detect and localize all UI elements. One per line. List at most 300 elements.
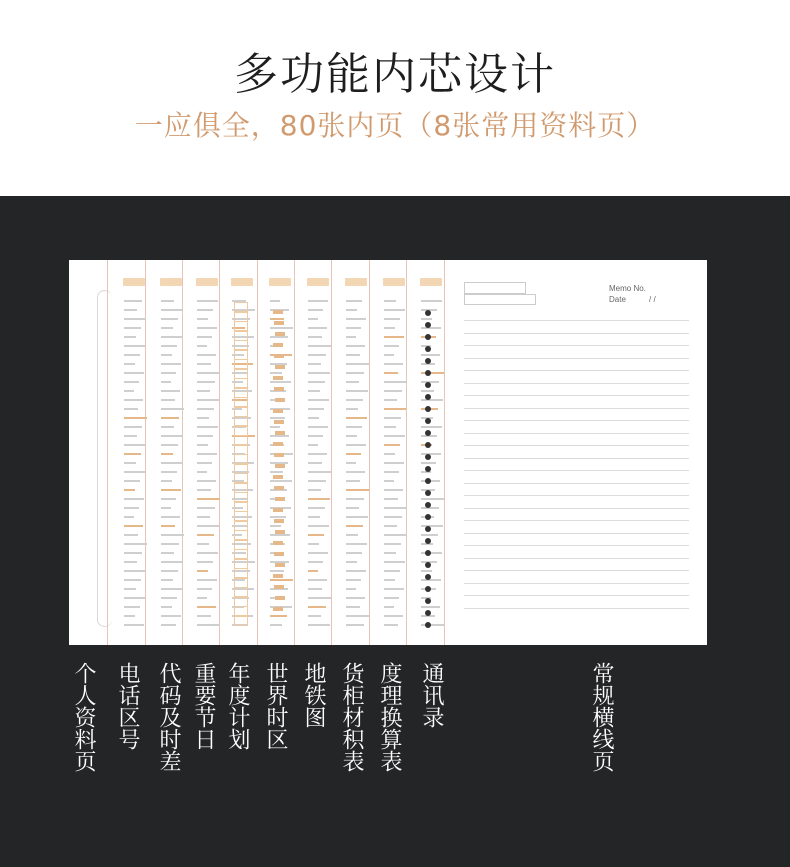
contact-icon	[425, 382, 431, 388]
text-line	[124, 588, 136, 590]
text-line	[124, 543, 147, 545]
text-line	[197, 552, 218, 554]
text-line	[124, 318, 146, 320]
page-title: 多功能内芯设计	[234, 49, 556, 100]
text-line	[270, 381, 291, 383]
text-line	[308, 525, 329, 527]
grid-cell	[234, 397, 248, 407]
text-line	[197, 309, 213, 311]
header	[0, 0, 790, 196]
text-line	[308, 624, 330, 626]
text-line	[346, 543, 367, 545]
text-line	[308, 543, 319, 545]
timezone-mark	[274, 420, 284, 424]
ruled-line	[464, 570, 689, 571]
contact-icon	[425, 538, 431, 544]
contact-icon	[425, 514, 431, 520]
timezone-mark	[275, 365, 285, 369]
contact-icon	[425, 490, 431, 496]
grid-cell	[234, 492, 248, 502]
text-line	[161, 318, 178, 320]
text-line	[346, 588, 356, 590]
text-line	[161, 480, 172, 482]
timezone-mark	[273, 508, 283, 512]
text-line	[197, 318, 208, 320]
contact-icon	[425, 310, 431, 316]
binding-ring	[97, 290, 112, 627]
text-line	[346, 462, 356, 464]
label-holidays: 重要节日	[191, 662, 216, 750]
text-line	[161, 336, 182, 338]
text-line	[124, 354, 140, 356]
timezone-mark	[275, 332, 285, 336]
ruled-line	[464, 408, 689, 409]
text-line	[384, 444, 400, 446]
text-line	[308, 498, 330, 500]
text-line	[197, 336, 212, 338]
timezone-mark	[274, 321, 284, 325]
text-line	[124, 525, 143, 527]
text-line	[421, 507, 439, 509]
timezone-mark	[274, 453, 284, 457]
text-line	[124, 570, 146, 572]
contact-icon	[425, 586, 431, 592]
text-line	[384, 354, 394, 356]
text-line	[384, 381, 407, 383]
text-line	[346, 480, 360, 482]
page-edge	[182, 260, 183, 645]
text-line	[346, 453, 361, 455]
text-line	[124, 336, 136, 338]
text-line	[124, 471, 145, 473]
text-line	[384, 516, 402, 518]
text-line	[270, 570, 284, 572]
text-line	[384, 390, 402, 392]
text-line	[346, 390, 368, 392]
text-line	[384, 597, 399, 599]
text-line	[308, 345, 331, 347]
ruled-line	[464, 533, 689, 534]
text-line	[346, 561, 357, 563]
grid-cell	[234, 321, 248, 331]
grid-cell	[234, 549, 248, 559]
text-line	[308, 417, 319, 419]
text-line	[308, 444, 318, 446]
text-line	[384, 408, 406, 410]
timezone-mark	[273, 310, 283, 314]
text-line	[161, 597, 177, 599]
text-line	[346, 570, 366, 572]
text-line	[124, 498, 144, 500]
text-line	[124, 408, 138, 410]
text-line	[124, 615, 135, 617]
text-line	[308, 534, 324, 536]
text-line	[197, 579, 217, 581]
text-line	[308, 453, 327, 455]
text-line	[124, 363, 135, 365]
label-address-book: 通讯录	[419, 662, 444, 728]
text-line	[421, 534, 438, 536]
grid-cell	[234, 473, 248, 483]
grid-cell	[234, 426, 248, 436]
label-subway-map: 地铁图	[301, 662, 326, 728]
text-line	[161, 363, 181, 365]
text-line	[384, 507, 407, 509]
text-line	[161, 390, 180, 392]
text-line	[346, 345, 365, 347]
text-line	[308, 606, 326, 608]
text-line	[346, 381, 359, 383]
grid-cell	[234, 616, 248, 626]
page-edge	[257, 260, 258, 645]
text-line	[308, 336, 322, 338]
grid-cell	[234, 378, 248, 388]
text-line	[270, 534, 290, 536]
timezone-mark	[273, 574, 283, 578]
text-line	[270, 372, 282, 374]
grid-cell	[234, 464, 248, 474]
text-line	[384, 480, 394, 482]
text-line	[346, 471, 365, 473]
text-line	[346, 372, 364, 374]
text-line	[161, 516, 180, 518]
text-line	[384, 579, 395, 581]
text-line	[384, 588, 404, 590]
timezone-mark	[274, 486, 284, 490]
text-line	[270, 480, 292, 482]
text-line	[308, 579, 327, 581]
timezone-mark	[273, 475, 283, 479]
text-line	[161, 399, 175, 401]
contact-icon	[425, 418, 431, 424]
text-line	[197, 417, 209, 419]
text-line	[308, 471, 331, 473]
text-line	[124, 300, 142, 302]
text-line	[161, 579, 173, 581]
text-line	[384, 309, 405, 311]
timezone-mark	[275, 497, 285, 501]
page-edge	[294, 260, 295, 645]
contact-icon	[425, 430, 431, 436]
text-line	[346, 489, 369, 491]
grid-cell	[234, 559, 248, 569]
text-line	[197, 399, 219, 401]
page-header-strip	[307, 278, 329, 286]
text-line	[161, 534, 184, 536]
page-edge	[369, 260, 370, 645]
text-line	[346, 435, 357, 437]
text-line	[161, 309, 183, 311]
text-line	[197, 561, 213, 563]
text-line	[197, 507, 215, 509]
text-line	[421, 525, 443, 527]
text-line	[346, 444, 366, 446]
text-line	[197, 435, 213, 437]
text-line	[197, 327, 217, 329]
contact-icon	[425, 622, 431, 628]
text-line	[308, 435, 323, 437]
grid-cell	[234, 388, 248, 398]
contact-icon	[425, 358, 431, 364]
text-line	[197, 516, 210, 518]
ruled-line	[464, 420, 689, 421]
text-line	[124, 489, 135, 491]
text-line	[308, 390, 320, 392]
timezone-mark	[274, 552, 284, 556]
text-line	[124, 552, 142, 554]
text-line	[308, 372, 330, 374]
text-line	[197, 615, 211, 617]
text-line	[124, 345, 145, 347]
page-edge	[444, 260, 445, 645]
text-line	[384, 471, 399, 473]
text-line	[124, 327, 141, 329]
ruled-line	[464, 470, 689, 471]
text-line	[384, 462, 404, 464]
text-line	[346, 300, 362, 302]
timezone-mark	[273, 442, 283, 446]
text-line	[346, 336, 356, 338]
label-area-codes: 电话区号	[115, 662, 140, 750]
text-line	[161, 417, 179, 419]
text-line	[161, 435, 183, 437]
contact-icon	[425, 526, 431, 532]
text-line	[161, 624, 176, 626]
text-line	[161, 606, 172, 608]
text-line	[124, 372, 144, 374]
text-line	[421, 570, 432, 572]
text-line	[421, 606, 440, 608]
ruled-line	[464, 458, 689, 459]
text-line	[308, 408, 324, 410]
text-line	[124, 399, 143, 401]
text-line	[270, 426, 280, 428]
ruled-line	[464, 320, 689, 321]
text-line	[384, 525, 397, 527]
ruled-line	[464, 608, 689, 609]
text-line	[308, 597, 331, 599]
text-line	[124, 507, 139, 509]
text-line	[161, 381, 171, 383]
grid-cell	[234, 454, 248, 464]
text-line	[161, 345, 177, 347]
text-line	[421, 453, 441, 455]
text-line	[124, 579, 141, 581]
text-line	[421, 300, 442, 302]
text-line	[421, 399, 443, 401]
text-line	[161, 462, 182, 464]
text-line	[270, 624, 282, 626]
grid-cell	[234, 540, 248, 550]
text-line	[124, 390, 134, 392]
text-line	[197, 588, 212, 590]
text-line	[161, 453, 173, 455]
text-line	[124, 309, 137, 311]
text-line	[346, 327, 361, 329]
timezone-mark	[273, 343, 283, 347]
ruled-line	[464, 333, 689, 334]
label-year-plan: 年度计划	[225, 662, 250, 750]
text-line	[308, 561, 323, 563]
text-line	[346, 615, 369, 617]
grid-cell	[234, 407, 248, 417]
text-line	[308, 480, 326, 482]
contact-icon	[425, 394, 431, 400]
timezone-mark	[275, 398, 285, 402]
text-line	[197, 525, 219, 527]
ruled-line	[464, 445, 689, 446]
ruled-line	[464, 508, 689, 509]
ruled-line	[464, 433, 689, 434]
text-line	[346, 408, 358, 410]
ruled-line	[464, 483, 689, 484]
text-line	[346, 498, 364, 500]
label-time-difference: 代码及时差	[156, 662, 181, 772]
text-line	[197, 363, 211, 365]
text-line	[161, 552, 174, 554]
grid-cell	[234, 416, 248, 426]
text-line	[384, 363, 403, 365]
ruled-line	[464, 545, 689, 546]
text-line	[346, 399, 363, 401]
text-line	[346, 507, 359, 509]
text-line	[124, 597, 145, 599]
contact-icon	[425, 610, 431, 616]
text-line	[346, 525, 363, 527]
text-line	[197, 300, 218, 302]
text-line	[308, 426, 328, 428]
text-line	[161, 444, 178, 446]
text-line	[124, 624, 144, 626]
contact-icon	[425, 442, 431, 448]
text-line	[197, 471, 207, 473]
page-edge	[406, 260, 407, 645]
text-line	[308, 552, 328, 554]
text-line	[124, 606, 140, 608]
label-world-time: 世界时区	[263, 662, 288, 750]
label-unit-conversion: 度理换算表	[377, 662, 402, 772]
text-line	[308, 615, 321, 617]
text-line	[346, 606, 360, 608]
text-line	[308, 327, 327, 329]
contact-icon	[425, 370, 431, 376]
ruled-line	[464, 495, 689, 496]
text-line	[270, 579, 293, 581]
timezone-mark	[275, 431, 285, 435]
ruled-line	[464, 583, 689, 584]
text-line	[384, 570, 400, 572]
ruled-line	[464, 595, 689, 596]
ruled-line	[464, 383, 689, 384]
text-line	[161, 561, 183, 563]
ruled-line	[464, 345, 689, 346]
text-line	[124, 444, 146, 446]
text-line	[346, 417, 367, 419]
grid-cell	[234, 369, 248, 379]
text-line	[384, 624, 398, 626]
text-line	[161, 507, 171, 509]
text-line	[161, 498, 176, 500]
text-line	[308, 354, 326, 356]
text-line	[161, 570, 178, 572]
contact-icon	[425, 502, 431, 508]
contact-icon	[425, 334, 431, 340]
text-line	[308, 381, 325, 383]
text-line	[197, 498, 220, 500]
contact-icon	[425, 454, 431, 460]
contact-icon	[425, 466, 431, 472]
text-line	[124, 381, 139, 383]
contact-icon	[425, 406, 431, 412]
text-line	[161, 543, 179, 545]
text-line	[384, 300, 396, 302]
text-line	[270, 471, 283, 473]
text-line	[384, 561, 405, 563]
text-line	[270, 525, 281, 527]
text-line	[270, 327, 293, 329]
timezone-mark	[275, 464, 285, 468]
grid-cell	[234, 483, 248, 493]
grid-cell	[234, 340, 248, 350]
page-header-strip	[383, 278, 405, 286]
page-header-strip	[269, 278, 291, 286]
text-line	[197, 597, 207, 599]
page-header-strip	[196, 278, 218, 286]
text-line	[384, 435, 405, 437]
text-line	[384, 417, 401, 419]
weekday-boxes	[464, 294, 536, 305]
text-line	[384, 399, 397, 401]
text-line	[124, 561, 137, 563]
text-line	[270, 435, 289, 437]
page-header-strip	[231, 278, 253, 286]
label-ruled-pages: 常规横线页	[589, 662, 614, 772]
text-line	[270, 516, 286, 518]
contact-icon	[425, 562, 431, 568]
timezone-mark	[273, 541, 283, 545]
contact-icon	[425, 478, 431, 484]
ruled-line	[464, 395, 689, 396]
text-line	[161, 615, 181, 617]
text-line	[384, 327, 395, 329]
page-edge	[107, 260, 108, 645]
text-line	[197, 489, 211, 491]
page-edge	[331, 260, 332, 645]
text-line	[308, 363, 321, 365]
notebook-pages-preview	[69, 260, 707, 645]
grid-cell	[234, 511, 248, 521]
grid-cell	[234, 597, 248, 607]
text-line	[384, 426, 396, 428]
text-line	[384, 318, 400, 320]
text-line	[346, 552, 362, 554]
text-line	[270, 336, 288, 338]
text-line	[308, 507, 325, 509]
grid-cell	[234, 302, 248, 312]
text-line	[197, 444, 208, 446]
grid-cell	[234, 359, 248, 369]
timezone-mark	[273, 409, 283, 413]
text-line	[346, 318, 366, 320]
text-line	[346, 426, 362, 428]
text-line	[421, 354, 440, 356]
text-line	[346, 516, 368, 518]
timezone-mark	[274, 585, 284, 589]
text-line	[384, 489, 403, 491]
text-line	[124, 417, 147, 419]
label-container-table: 货柜材积表	[339, 662, 364, 772]
text-line	[161, 489, 181, 491]
